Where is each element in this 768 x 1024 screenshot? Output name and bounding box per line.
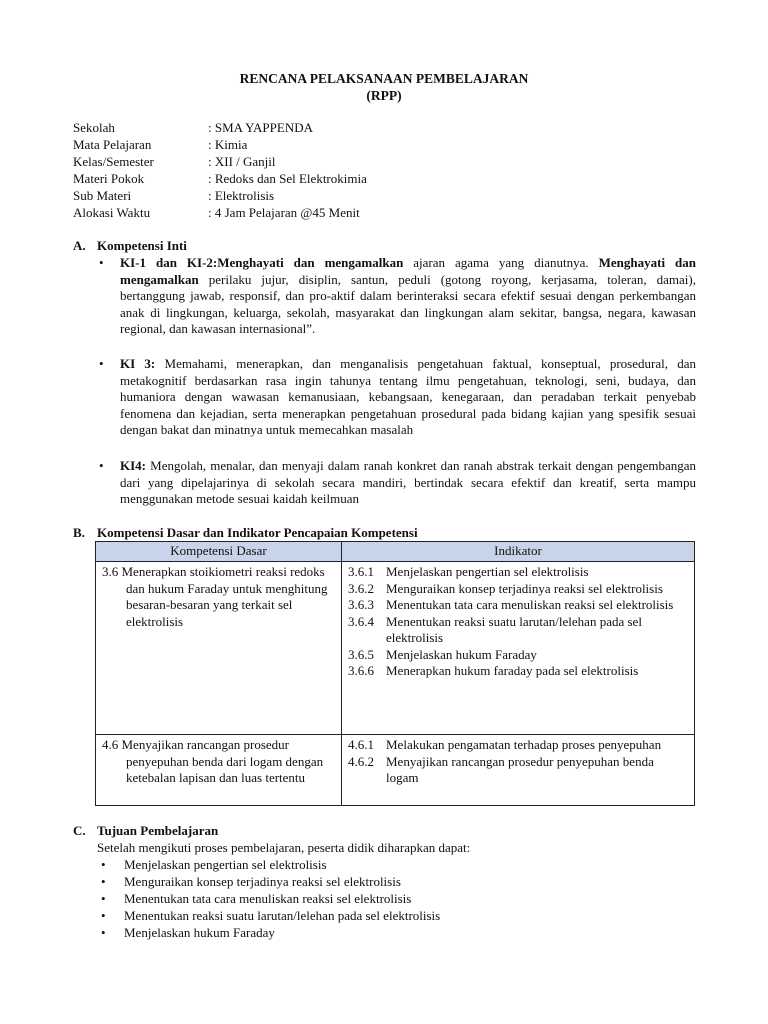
bullet-icon: • — [101, 925, 106, 940]
kd-cell — [96, 562, 342, 735]
kd-cell — [96, 735, 342, 806]
indicator-cell — [342, 735, 695, 806]
indicator-text: Menyajikan rancangan prosedur penyepuhan benda logam — [386, 753, 654, 785]
indicator-number: 3.6.1 — [348, 564, 374, 579]
identity-label: Materi Pokok — [73, 171, 145, 186]
table-header-row — [96, 542, 695, 562]
indicator-text: Menerapkan hukum faraday pada sel elektrolisis — [386, 663, 639, 678]
identity-value: : Redoks dan Sel Elektrokimia — [208, 171, 367, 186]
identity-value: : 4 Jam Pelajaran @45 Menit — [208, 205, 360, 220]
column-header: Indikator — [342, 542, 695, 562]
document-title: RENCANA PELAKSANAAN PEMBELAJARAN — [239, 71, 529, 86]
section-title: Kompetensi Inti — [97, 238, 187, 253]
goal-text: Menentukan tata cara menuliskan reaksi sel elektrolisis — [124, 891, 412, 906]
indicator-item — [348, 663, 688, 680]
ki-emphasis: Menghayati dan mengamalkan — [120, 255, 696, 287]
identity-label: Alokasi Waktu — [73, 205, 151, 220]
ki-label: KI 3: — [120, 356, 156, 371]
kd-text: 3.6 Menerapkan stoikiometri reaksi redoks dan hukum Faraday untuk menghitung besaran-besaran yang terkait sel elektrolisis — [102, 564, 328, 629]
kd-text: 4.6 Menyajikan rancangan prosedur penyepuhan benda dari logam dengan ketebalan lapisan dan luas tertentu — [102, 737, 324, 785]
indicator-text: Menentukan reaksi suatu larutan/lelehan pada sel elektrolisis — [386, 613, 642, 645]
indicator-number: 3.6.6 — [348, 663, 374, 678]
document-subtitle: (RPP) — [366, 88, 402, 103]
goal-text: Menjelaskan pengertian sel elektrolisis — [124, 857, 327, 872]
section-title: Kompetensi Dasar dan Indikator Pencapaian Kompetensi — [97, 525, 418, 540]
bullet-icon: • — [99, 255, 104, 270]
goal-text: Menguraikan konsep terjadinya reaksi sel elektrolisis — [124, 874, 401, 889]
table-row — [96, 562, 695, 735]
indicator-item — [348, 614, 688, 647]
indicator-text: Menjelaskan pengertian sel elektrolisis — [386, 564, 589, 579]
identity-label: Sub Materi — [73, 188, 132, 203]
indicator-item — [348, 754, 688, 787]
section-title: Tujuan Pembelajaran — [97, 823, 219, 838]
indicator-text: Menguraikan konsep terjadinya reaksi sel elektrolisis — [386, 580, 663, 596]
table-row — [96, 735, 695, 806]
identity-label: Mata Pelajaran — [73, 137, 152, 152]
ki-body: Mengolah, menalar, dan menyaji dalam ranah konkret dan ranah abstrak terkait dengan pengembangan dari yang dipelajarinya di sekolah secara mandiri, bertindak secara efektif dan kreatif, serta mampu menggunakan metode sesuai kaidah keilmuan — [120, 458, 696, 506]
goals-intro: Setelah mengikuti proses pembelajaran, peserta didik diharapkan dapat: — [97, 840, 471, 855]
ki-4-text — [120, 458, 696, 508]
ki-body: Memahami, menerapkan, dan menganalisis pengetahuan faktual, konseptual, prosedural, dan metakognitif berdasarkan rasa ingin tahunya tentang ilmu pengetahuan, teknologi, seni, budaya, dan humaniora dengan wawasan kemanusiaan, kebangsaan, kenegaraan, dan peradaban terkait penyebab fenomena dan kejadian, serta menerapkan pengetahuan prosedural pada bidang kajian yang spesifik sesuai dengan bakat dan minatnya untuk memecahkan masalah — [120, 356, 696, 437]
kd-indicator-table — [95, 541, 695, 806]
ki-body: perilaku jujur, disiplin, santun, peduli (gotong royong, kerjasama, toleran, damai), bertanggung jawab, responsif, dan pro-aktif dalam berinteraksi secara efektif sesuai dengan perkembangan anak di lingkungan, keluarga, sekolah, masyarakat dan lingkungan alam sekitar, bangsa, negara, kawasan regional, dan kawasan internasional”. — [120, 271, 696, 336]
section-letter: A. — [73, 238, 86, 253]
indicator-number: 3.6.4 — [348, 613, 374, 629]
indicator-item — [348, 564, 688, 581]
ki-emphasis: Menghayati dan mengamalkan — [217, 255, 404, 270]
section-letter: C. — [73, 823, 86, 838]
indicator-number: 3.6.3 — [348, 597, 374, 612]
identity-value: : XII / Ganjil — [208, 154, 276, 169]
indicator-item — [348, 737, 688, 754]
identity-value: : SMA YAPPENDA — [208, 120, 313, 135]
indicator-number: 3.6.5 — [348, 646, 374, 662]
ki-label: KI4: — [120, 458, 146, 473]
indicator-number: 4.6.1 — [348, 737, 374, 752]
bullet-icon: • — [101, 857, 106, 872]
goal-text: Menentukan reaksi suatu larutan/lelehan pada sel elektrolisis — [124, 908, 441, 923]
identity-value: : Elektrolisis — [208, 188, 275, 203]
ki-body: ajaran agama yang dianutnya. — [403, 255, 599, 270]
bullet-icon: • — [101, 891, 106, 906]
section-b-heading — [73, 525, 418, 542]
indicator-number: 4.6.2 — [348, 753, 374, 769]
bullet-icon: • — [99, 356, 104, 371]
bullet-icon: • — [101, 908, 106, 923]
identity-label: Sekolah — [73, 120, 115, 135]
indicator-item — [348, 647, 688, 664]
indicator-number: 3.6.2 — [348, 580, 374, 596]
indicator-cell — [342, 562, 695, 735]
identity-label: Kelas/Semester — [73, 154, 154, 169]
indicator-item — [348, 581, 688, 598]
bullet-icon: • — [99, 458, 104, 473]
section-letter: B. — [73, 525, 85, 540]
goal-text: Menjelaskan hukum Faraday — [124, 925, 275, 940]
bullet-icon: • — [101, 874, 106, 889]
ki-3-text — [120, 356, 696, 439]
indicator-text: Menentukan tata cara menuliskan reaksi sel elektrolisis — [386, 597, 674, 612]
indicator-text: Menjelaskan hukum Faraday — [386, 646, 537, 662]
section-a-heading — [73, 238, 187, 255]
ki-label: KI-1 dan KI-2: — [120, 255, 218, 270]
indicator-item — [348, 597, 688, 614]
column-header: Kompetensi Dasar — [96, 542, 342, 562]
ki-1-2-text — [120, 255, 696, 338]
indicator-text: Melakukan pengamatan terhadap proses penyepuhan — [386, 737, 662, 752]
section-c-heading — [73, 823, 218, 840]
identity-value: : Kimia — [208, 137, 248, 152]
